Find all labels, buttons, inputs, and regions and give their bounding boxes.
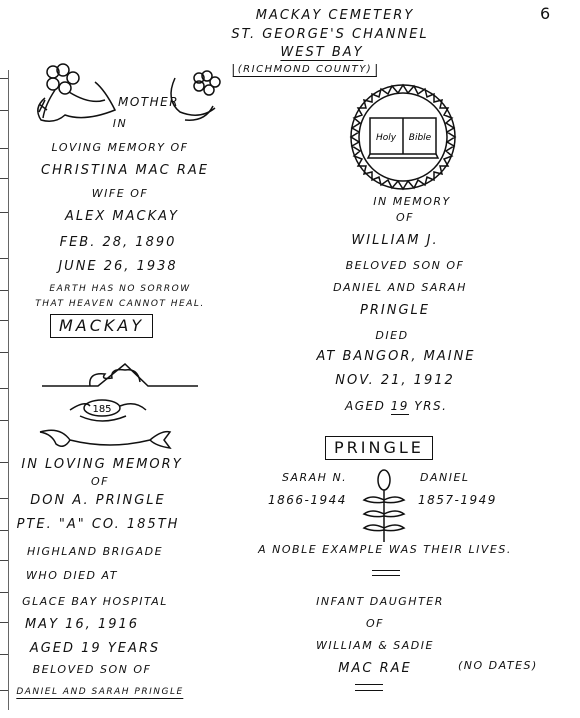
regiment-badge-drawing xyxy=(30,360,210,455)
william-name: WILLIAM J. xyxy=(351,233,439,248)
margin-line xyxy=(8,70,9,710)
birth-date: FEB. 28, 1890 xyxy=(59,235,177,250)
beloved-son-label: BELOVED SON OF xyxy=(32,663,152,676)
verse-line-1: EARTH HAS NO SORROW xyxy=(49,284,191,294)
wife-of-label: WIFE OF xyxy=(91,187,149,200)
divider-rule-3 xyxy=(355,684,383,685)
soldier-rank: PTE. "A" CO. 185TH xyxy=(16,517,180,532)
book-left-text: Holy xyxy=(375,133,397,143)
divider-rule-4 xyxy=(355,690,383,691)
mother-label: MOTHER xyxy=(118,95,180,109)
aged-suffix: YRS. xyxy=(414,399,448,413)
who-died-at-label: WHO DIED AT xyxy=(26,569,118,582)
in-loving-memory-label: IN LOVING MEMORY xyxy=(21,457,183,472)
william-death-date: NOV. 21, 1912 xyxy=(335,373,455,388)
holy-bible-emblem xyxy=(348,82,458,192)
book-right-text: Bible xyxy=(408,133,432,143)
pringle-family-box: PRINGLE xyxy=(325,436,433,460)
no-dates-note: (NO DATES) xyxy=(458,659,538,672)
died-label: DIED xyxy=(375,329,409,342)
soldier-death-date: MAY 16, 1916 xyxy=(24,617,140,632)
soldier-parents: DANIEL AND SARAH PRINGLE xyxy=(16,687,184,697)
parents-right: DANIEL AND SARAH xyxy=(333,281,467,294)
verse-line-2: THAT HEAVEN CANNOT HEAL. xyxy=(35,299,205,309)
loving-memory-label: LOVING MEMORY OF xyxy=(51,141,189,154)
plant-sprig-drawing xyxy=(360,468,410,544)
badge-number: 185 xyxy=(92,404,112,415)
daniel-dates: 1857-1949 xyxy=(418,493,497,507)
aged-value: 19 xyxy=(390,399,409,413)
death-place: AT BANGOR, MAINE xyxy=(316,349,476,364)
cemetery-title: MACKAY CEMETERY xyxy=(255,8,415,23)
soldier-name: DON A. PRINGLE xyxy=(30,493,166,508)
sarah-name: SARAH N. xyxy=(282,471,348,484)
divider-rule-1 xyxy=(372,570,400,571)
pringle-surname: PRINGLE xyxy=(360,303,430,318)
of-label-right-2: OF xyxy=(366,617,384,630)
place-name: WEST BAY xyxy=(280,45,364,60)
in-label: IN xyxy=(112,117,128,130)
infant-daughter-label: INFANT DAUGHTER xyxy=(316,595,444,608)
divider-rule-2 xyxy=(372,575,400,576)
hospital-name: GLACE BAY HOSPITAL xyxy=(22,595,168,608)
epitaph: A NOBLE EXAMPLE WAS THEIR LIVES. xyxy=(258,543,512,556)
beloved-son-label-right: BELOVED SON OF xyxy=(345,259,465,272)
christina-name: CHRISTINA MAC RAE xyxy=(41,163,209,178)
aged-prefix: AGED xyxy=(345,399,386,413)
of-label: OF xyxy=(91,475,109,488)
daniel-name: DANIEL xyxy=(420,471,470,484)
sarah-dates: 1866-1944 xyxy=(268,493,347,507)
of-label-right: OF xyxy=(396,211,414,224)
page-number: 6 xyxy=(540,4,552,23)
william-sadie-parents: WILLIAM & SADIE xyxy=(316,639,434,652)
channel-name: ST. GEORGE'S CHANNEL xyxy=(231,27,429,42)
macrae-surname: MAC RAE xyxy=(338,661,412,676)
in-memory-label: IN MEMORY xyxy=(373,195,451,208)
brigade-label: HIGHLAND BRIGADE xyxy=(26,545,164,558)
aged-line xyxy=(345,400,447,412)
soldier-age: AGED 19 YEARS xyxy=(29,641,161,656)
mackay-family-box: MACKAY xyxy=(50,314,153,338)
husband-name: ALEX MACKAY xyxy=(65,209,179,224)
death-date: JUNE 26, 1938 xyxy=(58,259,178,274)
county-name: (RICHMOND COUNTY) xyxy=(233,64,377,77)
